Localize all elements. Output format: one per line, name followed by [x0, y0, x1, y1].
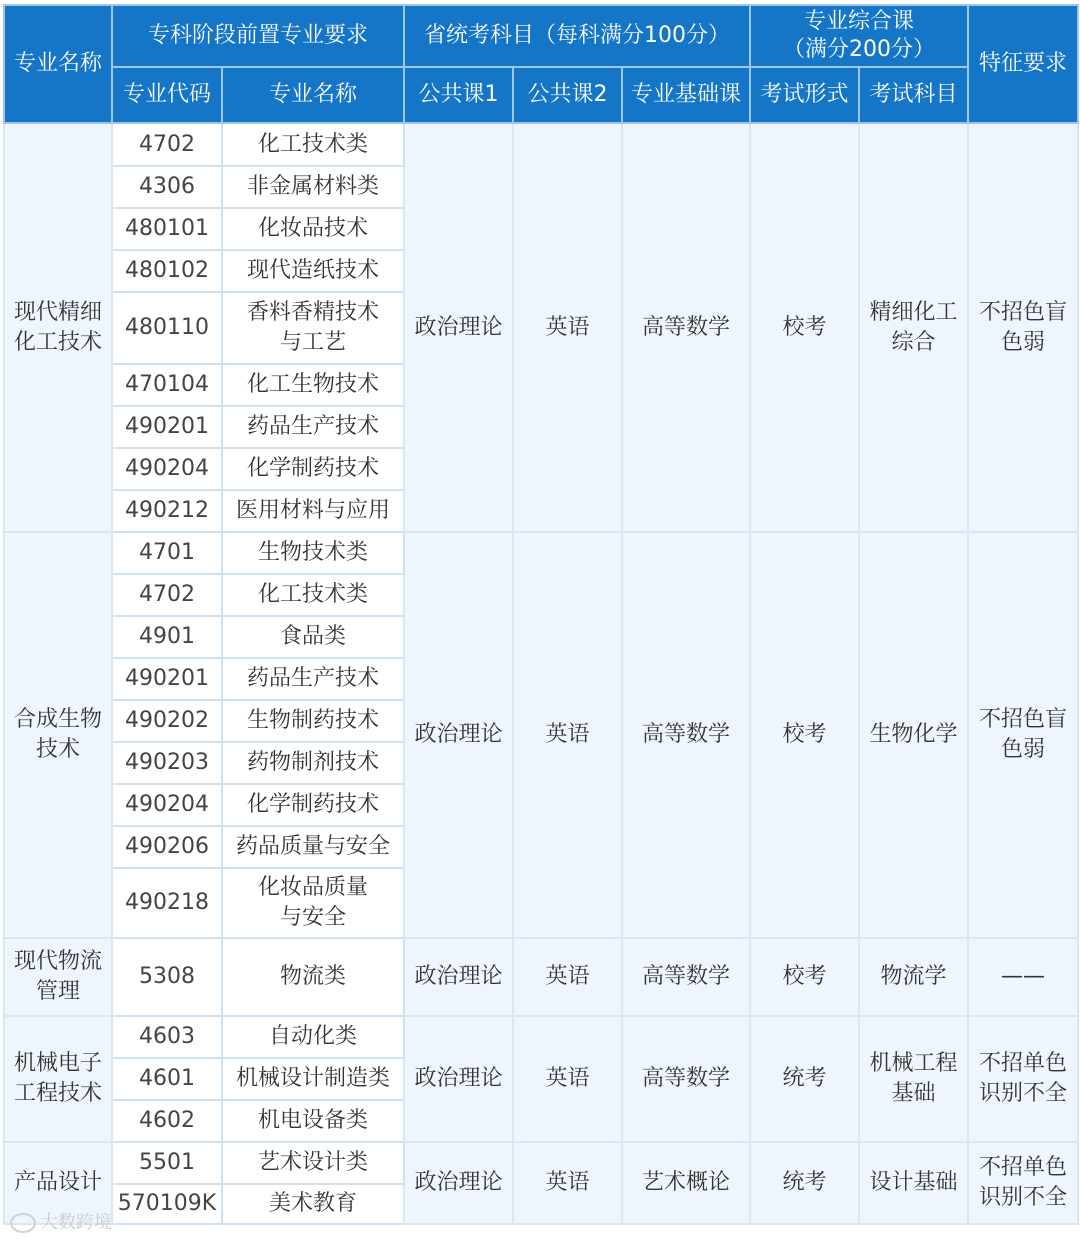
- header-comp-line2: （满分200分）: [783, 37, 936, 62]
- table-header: [4, 5, 1078, 123]
- admission-requirements-table: [3, 4, 1079, 1225]
- prereq-name-cell: 食品类: [222, 616, 404, 658]
- prereq-code-cell: 490201: [112, 406, 222, 448]
- exam-subject-cell: 精细化工 综合: [859, 123, 968, 532]
- prereq-name-cell: 药品质量与安全: [222, 826, 404, 868]
- table-row: [4, 1016, 1078, 1058]
- header-basic: 专业基础课: [622, 67, 750, 123]
- header-feature: 特征要求: [968, 5, 1078, 123]
- prereq-code-cell: 490204: [112, 448, 222, 490]
- prereq-name-cell: 药品生产技术: [222, 406, 404, 448]
- prereq-name-cell: 物流类: [222, 938, 404, 1016]
- pub2-cell: 英语: [513, 1016, 622, 1142]
- prereq-code-cell: 480102: [112, 250, 222, 292]
- major-name-cell: 产品设计: [4, 1142, 112, 1224]
- header-comp-group: [750, 5, 968, 67]
- pub1-cell: 政治理论: [404, 1016, 513, 1142]
- feature-cell: 不招色盲 色弱: [968, 123, 1078, 532]
- header-exam-form: 考试形式: [750, 67, 859, 123]
- header-major-name: 专业名称: [4, 5, 112, 123]
- prereq-code-cell: 4601: [112, 1058, 222, 1100]
- watermark: [10, 1208, 112, 1234]
- prereq-code-cell: 490201: [112, 658, 222, 700]
- prereq-code-cell: 4602: [112, 1100, 222, 1142]
- header-prereq-name: 专业名称: [222, 67, 404, 123]
- table-row: [4, 532, 1078, 574]
- major-name-cell: 现代精细 化工技术: [4, 123, 112, 532]
- pub2-cell: 英语: [513, 1142, 622, 1224]
- pub1-cell: 政治理论: [404, 938, 513, 1016]
- prereq-name-cell: 生物技术类: [222, 532, 404, 574]
- prereq-name-cell: 医用材料与应用: [222, 490, 404, 532]
- basic-course-cell: 艺术概论: [622, 1142, 750, 1224]
- header-comp-line1: 专业综合课: [804, 9, 915, 34]
- prereq-code-cell: 4603: [112, 1016, 222, 1058]
- prereq-code-cell: 4702: [112, 574, 222, 616]
- prereq-name-cell: 自动化类: [222, 1016, 404, 1058]
- admission-table-container: [3, 4, 1077, 1225]
- header-prereq-group: 专科阶段前置专业要求: [112, 5, 404, 67]
- table-row: [4, 938, 1078, 1016]
- prereq-name-cell: 化工生物技术: [222, 364, 404, 406]
- basic-course-cell: 高等数学: [622, 123, 750, 532]
- prereq-code-cell: 4701: [112, 532, 222, 574]
- header-pub2: 公共课2: [513, 67, 622, 123]
- pub2-cell: 英语: [513, 938, 622, 1016]
- header-code: 专业代码: [112, 67, 222, 123]
- prereq-code-cell: 480110: [112, 292, 222, 364]
- pub2-cell: 英语: [513, 532, 622, 938]
- prereq-code-cell: 4306: [112, 166, 222, 208]
- prereq-name-cell: 现代造纸技术: [222, 250, 404, 292]
- prereq-name-cell: 香料香精技术 与工艺: [222, 292, 404, 364]
- pub1-cell: 政治理论: [404, 532, 513, 938]
- major-name-cell: 现代物流 管理: [4, 938, 112, 1016]
- exam-form-cell: 校考: [750, 123, 859, 532]
- watermark-logo-icon: [10, 1213, 36, 1233]
- header-exam-subject: 考试科目: [859, 67, 968, 123]
- prereq-code-cell: 480101: [112, 208, 222, 250]
- table-row: [4, 123, 1078, 166]
- feature-cell: 不招色盲 色弱: [968, 532, 1078, 938]
- prereq-code-cell: 490206: [112, 826, 222, 868]
- exam-subject-cell: 设计基础: [859, 1142, 968, 1224]
- prereq-code-cell: 490212: [112, 490, 222, 532]
- table-body: [4, 123, 1078, 1224]
- prereq-name-cell: 化妆品质量 与安全: [222, 868, 404, 938]
- prereq-name-cell: 化学制药技术: [222, 784, 404, 826]
- basic-course-cell: 高等数学: [622, 532, 750, 938]
- prereq-name-cell: 化工技术类: [222, 574, 404, 616]
- prereq-code-cell: 570109K: [112, 1184, 222, 1224]
- prereq-name-cell: 机电设备类: [222, 1100, 404, 1142]
- header-exam-group: 省统考科目（每科满分100分）: [404, 5, 750, 67]
- basic-course-cell: 高等数学: [622, 1016, 750, 1142]
- prereq-code-cell: 4702: [112, 123, 222, 166]
- prereq-code-cell: 490204: [112, 784, 222, 826]
- prereq-code-cell: 490203: [112, 742, 222, 784]
- exam-form-cell: 统考: [750, 1016, 859, 1142]
- major-name-cell: 合成生物 技术: [4, 532, 112, 938]
- pub2-cell: 英语: [513, 123, 622, 532]
- prereq-name-cell: 化妆品技术: [222, 208, 404, 250]
- prereq-name-cell: 化工技术类: [222, 123, 404, 166]
- prereq-code-cell: 5308: [112, 938, 222, 1016]
- prereq-code-cell: 470104: [112, 364, 222, 406]
- header-pub1: 公共课1: [404, 67, 513, 123]
- prereq-name-cell: 药品生产技术: [222, 658, 404, 700]
- major-name-cell: 机械电子 工程技术: [4, 1016, 112, 1142]
- feature-cell: 不招单色 识别不全: [968, 1016, 1078, 1142]
- prereq-name-cell: 化学制药技术: [222, 448, 404, 490]
- exam-form-cell: 校考: [750, 938, 859, 1016]
- prereq-code-cell: 4901: [112, 616, 222, 658]
- prereq-name-cell: 生物制药技术: [222, 700, 404, 742]
- prereq-code-cell: 490202: [112, 700, 222, 742]
- exam-subject-cell: 机械工程 基础: [859, 1016, 968, 1142]
- prereq-name-cell: 艺术设计类: [222, 1142, 404, 1184]
- prereq-name-cell: 美术教育: [222, 1184, 404, 1224]
- pub1-cell: 政治理论: [404, 123, 513, 532]
- feature-cell: ——: [968, 938, 1078, 1016]
- feature-cell: 不招单色 识别不全: [968, 1142, 1078, 1224]
- exam-form-cell: 校考: [750, 532, 859, 938]
- prereq-code-cell: 5501: [112, 1142, 222, 1184]
- basic-course-cell: 高等数学: [622, 938, 750, 1016]
- pub1-cell: 政治理论: [404, 1142, 513, 1224]
- prereq-name-cell: 非金属材料类: [222, 166, 404, 208]
- exam-form-cell: 统考: [750, 1142, 859, 1224]
- prereq-name-cell: 药物制剂技术: [222, 742, 404, 784]
- exam-subject-cell: 物流学: [859, 938, 968, 1016]
- prereq-code-cell: 490218: [112, 868, 222, 938]
- exam-subject-cell: 生物化学: [859, 532, 968, 938]
- table-row: [4, 1142, 1078, 1184]
- prereq-name-cell: 机械设计制造类: [222, 1058, 404, 1100]
- watermark-text: 大数跨境: [40, 1212, 112, 1233]
